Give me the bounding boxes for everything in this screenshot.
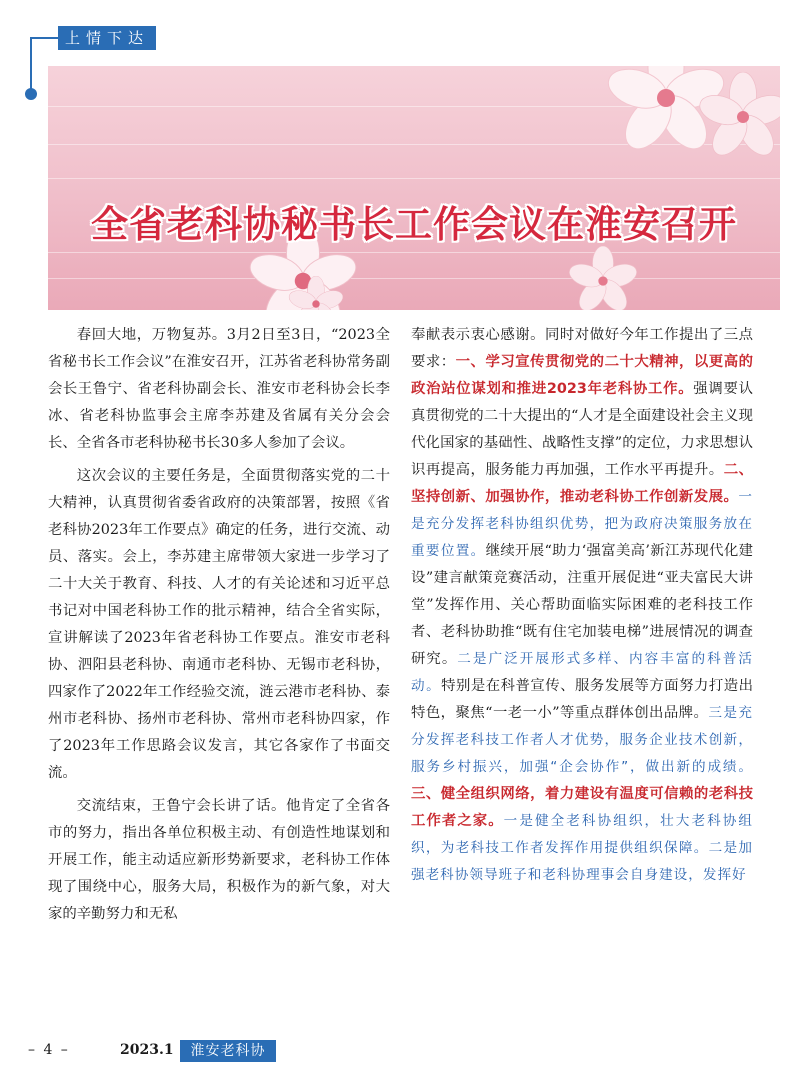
paragraph-intro: 春回大地，万物复苏。3月2日至3日，“2023全省秘书长工作会议”在淮安召开，江苏省老科协常务副会长王鲁宁、省老科协副会长、淮安市老科协会长李冰、省老科协监事会主席李苏建及省属有关分会会长、全省各市老科协秘书长30多人参加了会议。: [48, 327, 390, 451]
text-span: 特别是在科普宣传、服务发展等方面努力打造出特色，聚焦“一老一小”等重点群体创出品牌。: [411, 678, 753, 721]
cherry-blossom-icon: [698, 72, 780, 162]
highlight-point-4: 一是健全老科协组织，壮大老科协组织，为老科技工作者发挥作用提供组织保障。二是加强老科协领导班子和老科协理事会自身建设，发挥好: [411, 813, 753, 883]
article-title: 全省老科协秘书长工作会议在淮安召开: [91, 202, 737, 246]
paragraph-tasks: 这次会议的主要任务是，全面贯彻落实党的二十大精神，认真贯彻省委省政府的决策部署，按照《省老科协2023年工作要点》确定的任务，进行交流、动员、落实。会上，李苏建主席带领大家进一步学习了二十大关于教育、科技、人才的有关论述和习近平总书记对中国老科协工作的批示精神，结合全省实际，宣讲解读了2023年省老科协工作要点。淮安市老科协、泗阳县老科协、南通市老科协、无锡市老科协，四家作了2022年工作经验交流，涟云港市老科协、泰州市老科协、扬州市老科协、常州市老科协四家，作了2023年工作思路会议发言，其它各家作了书面交流。: [48, 468, 390, 781]
highlight-requirement-3: 三、健全组织网络，着力建设有温度可信赖的老科技工作者之家。: [411, 786, 753, 829]
text-span: 强调要认真贯彻党的二十大提出的“人才是全面建设社会主义现代化国家的基础性、战略性支撑”的定位，力求思想认识再提高，服务能力再加强，工作水平再提升。: [411, 381, 753, 478]
left-column: [48, 322, 390, 928]
magazine-name: 淮安老科协: [180, 1040, 276, 1062]
highlight-requirement-1: 一、学习宣传贯彻党的二十大精神，以更高的政治站位谋划和推进2023年老科协工作。: [411, 354, 753, 397]
paragraph-speech: 交流结束，王鲁宁会长讲了话。他肯定了全省各市的努力，指出各单位积极主动、有创造性地谋划和开展工作，能主动适应新形势新要求，老科协工作体现了围绕中心，服务大局，积极作为的新气象，对大家的辛勤努力和无私: [48, 798, 390, 922]
highlight-requirement-2: 二、坚持创新、加强协作，推动老科协工作创新发展。: [411, 462, 753, 505]
highlight-point-3: 三是充分发挥老科技工作者人才优势，服务企业技术创新，服务乡村振兴，加强“企会协作”，做出新的成绩。: [411, 705, 754, 775]
text-span: 继续开展“助力‘强富美高’新江苏现代化建设”建言献策竞赛活动，注重开展促进“亚夫富民大讲堂”发挥作用、关心帮助面临实际困难的老科技工作者、老科协助推“既有住宅加装电梯”进展情况的调查研究。: [411, 543, 753, 667]
section-tag: 上情下达: [58, 26, 156, 50]
cherry-blossom-icon: [288, 276, 344, 310]
title-banner: [48, 66, 780, 310]
highlight-point-1: 一是充分发挥老科协组织优势，把为政府决策服务放在重要位置。: [411, 489, 753, 559]
issue-number: 2023.1: [120, 1042, 174, 1058]
paragraph-requirements: [411, 322, 753, 889]
highlight-point-2: 二是广泛开展形式多样、内容丰富的科普活动。: [411, 651, 753, 694]
page-number: – 4 –: [28, 1042, 70, 1058]
cherry-blossom-icon: [568, 246, 638, 310]
tag-dot: [25, 88, 37, 100]
text-span: 奉献表示衷心感谢。同时对做好今年工作提出了三点要求：: [411, 327, 753, 370]
right-column: [411, 322, 753, 889]
tag-rule-vertical: [30, 37, 32, 95]
